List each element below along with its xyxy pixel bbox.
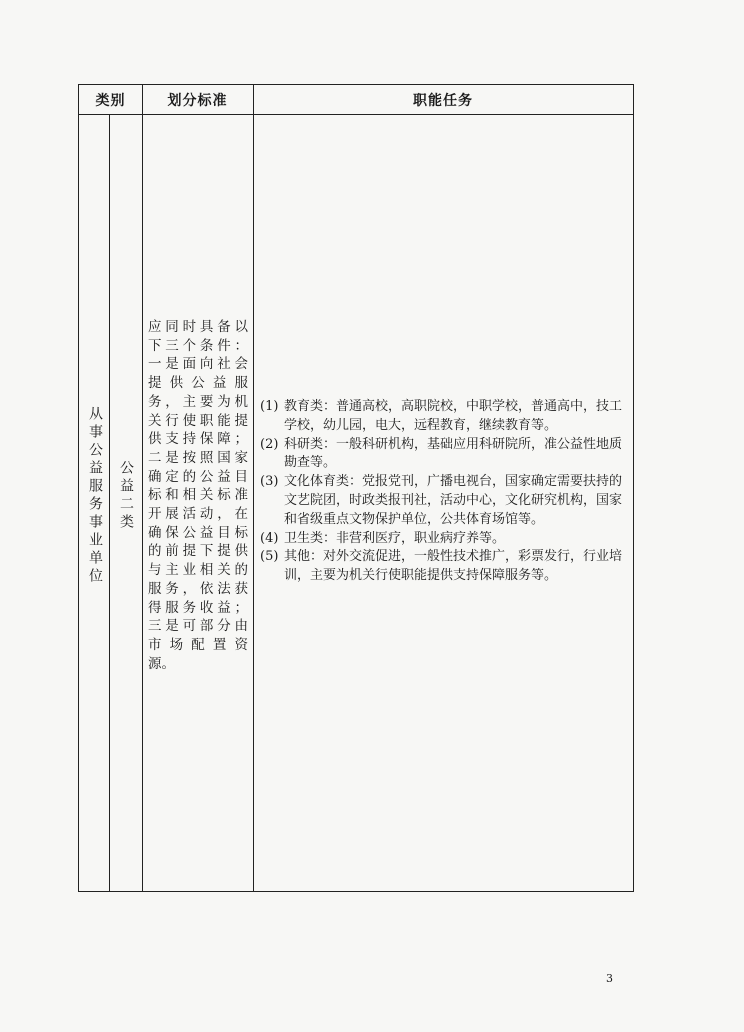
header-category: 类别 [95, 92, 126, 109]
criteria-line: 三是可部分由 [148, 618, 248, 635]
duty-item [260, 398, 632, 436]
criteria-line: 与主业相关的 [148, 562, 248, 579]
criteria-line: 确定的公益目 [148, 468, 248, 485]
criteria-line: 服务，依法获 [148, 580, 248, 597]
criteria-line: 二是按照国家 [148, 449, 248, 466]
criteria-line: 确保公益目标 [148, 524, 248, 541]
criteria-line: 下三个条件： [148, 337, 248, 354]
column-divider [109, 114, 110, 891]
criteria-line: 开展活动，在 [148, 506, 248, 523]
duty-text: 科研类：一般科研机构，基础应用科研院所，准公益性地质勘查等。 [284, 436, 623, 471]
header-divider [79, 114, 633, 115]
duty-text: 文化体育类：党报党刊，广播电视台，国家确定需要扶持的文艺院团，时政类报刊社，活动中心，文化研究机构，国家和省级重点文物保护单位，公共体育场馆等。 [284, 474, 623, 527]
criteria-line: 一是面向社会 [148, 356, 248, 373]
criteria-line: 的前提下提供 [148, 543, 248, 560]
duty-text: 其他：对外交流促进，一般性技术推广，彩票发行，行业培训，主要为机关行使职能提供支持保障服务等。 [284, 549, 623, 584]
duty-number: (2) [260, 436, 279, 452]
header-duties: 职能任务 [413, 92, 473, 109]
duty-item [260, 548, 632, 586]
criteria-line: 提供公益服 [148, 375, 248, 392]
duty-item [260, 530, 632, 549]
criteria-text [148, 318, 248, 673]
category-main: 从事公益服务事业单位 [87, 406, 103, 586]
criteria-line: 务，主要为机 [148, 393, 248, 410]
criteria-line: 市场配置资 [148, 636, 248, 653]
duty-text: 教育类：普通高校，高职院校，中职学校，普通高中，技工学校，幼儿园，电大，远程教育，继续教育等。 [284, 399, 623, 433]
header-criteria: 划分标准 [167, 92, 228, 109]
criteria-line: 供支持保障； [148, 431, 248, 448]
criteria-line: 标和相关标准 [148, 487, 248, 504]
criteria-line: 得服务收益； [148, 599, 248, 616]
column-divider [253, 85, 254, 891]
classification-table [78, 84, 634, 892]
criteria-line: 源。 [148, 655, 175, 672]
duty-item [260, 473, 632, 529]
category-sub: 公益二类 [118, 460, 134, 532]
duty-number: (5) [260, 549, 279, 565]
criteria-line: 应同时具备以 [148, 319, 248, 335]
duty-number: (4) [260, 530, 279, 546]
duty-text: 卫生类：非营利医疗，职业病疗养等。 [284, 530, 506, 546]
criteria-line: 关行使职能提 [148, 412, 248, 429]
duty-item [260, 436, 632, 474]
duties-list [260, 398, 632, 586]
page-number: 3 [606, 972, 613, 985]
duty-number: (3) [260, 474, 279, 490]
column-divider [142, 85, 143, 891]
duty-number: (1) [260, 399, 279, 414]
